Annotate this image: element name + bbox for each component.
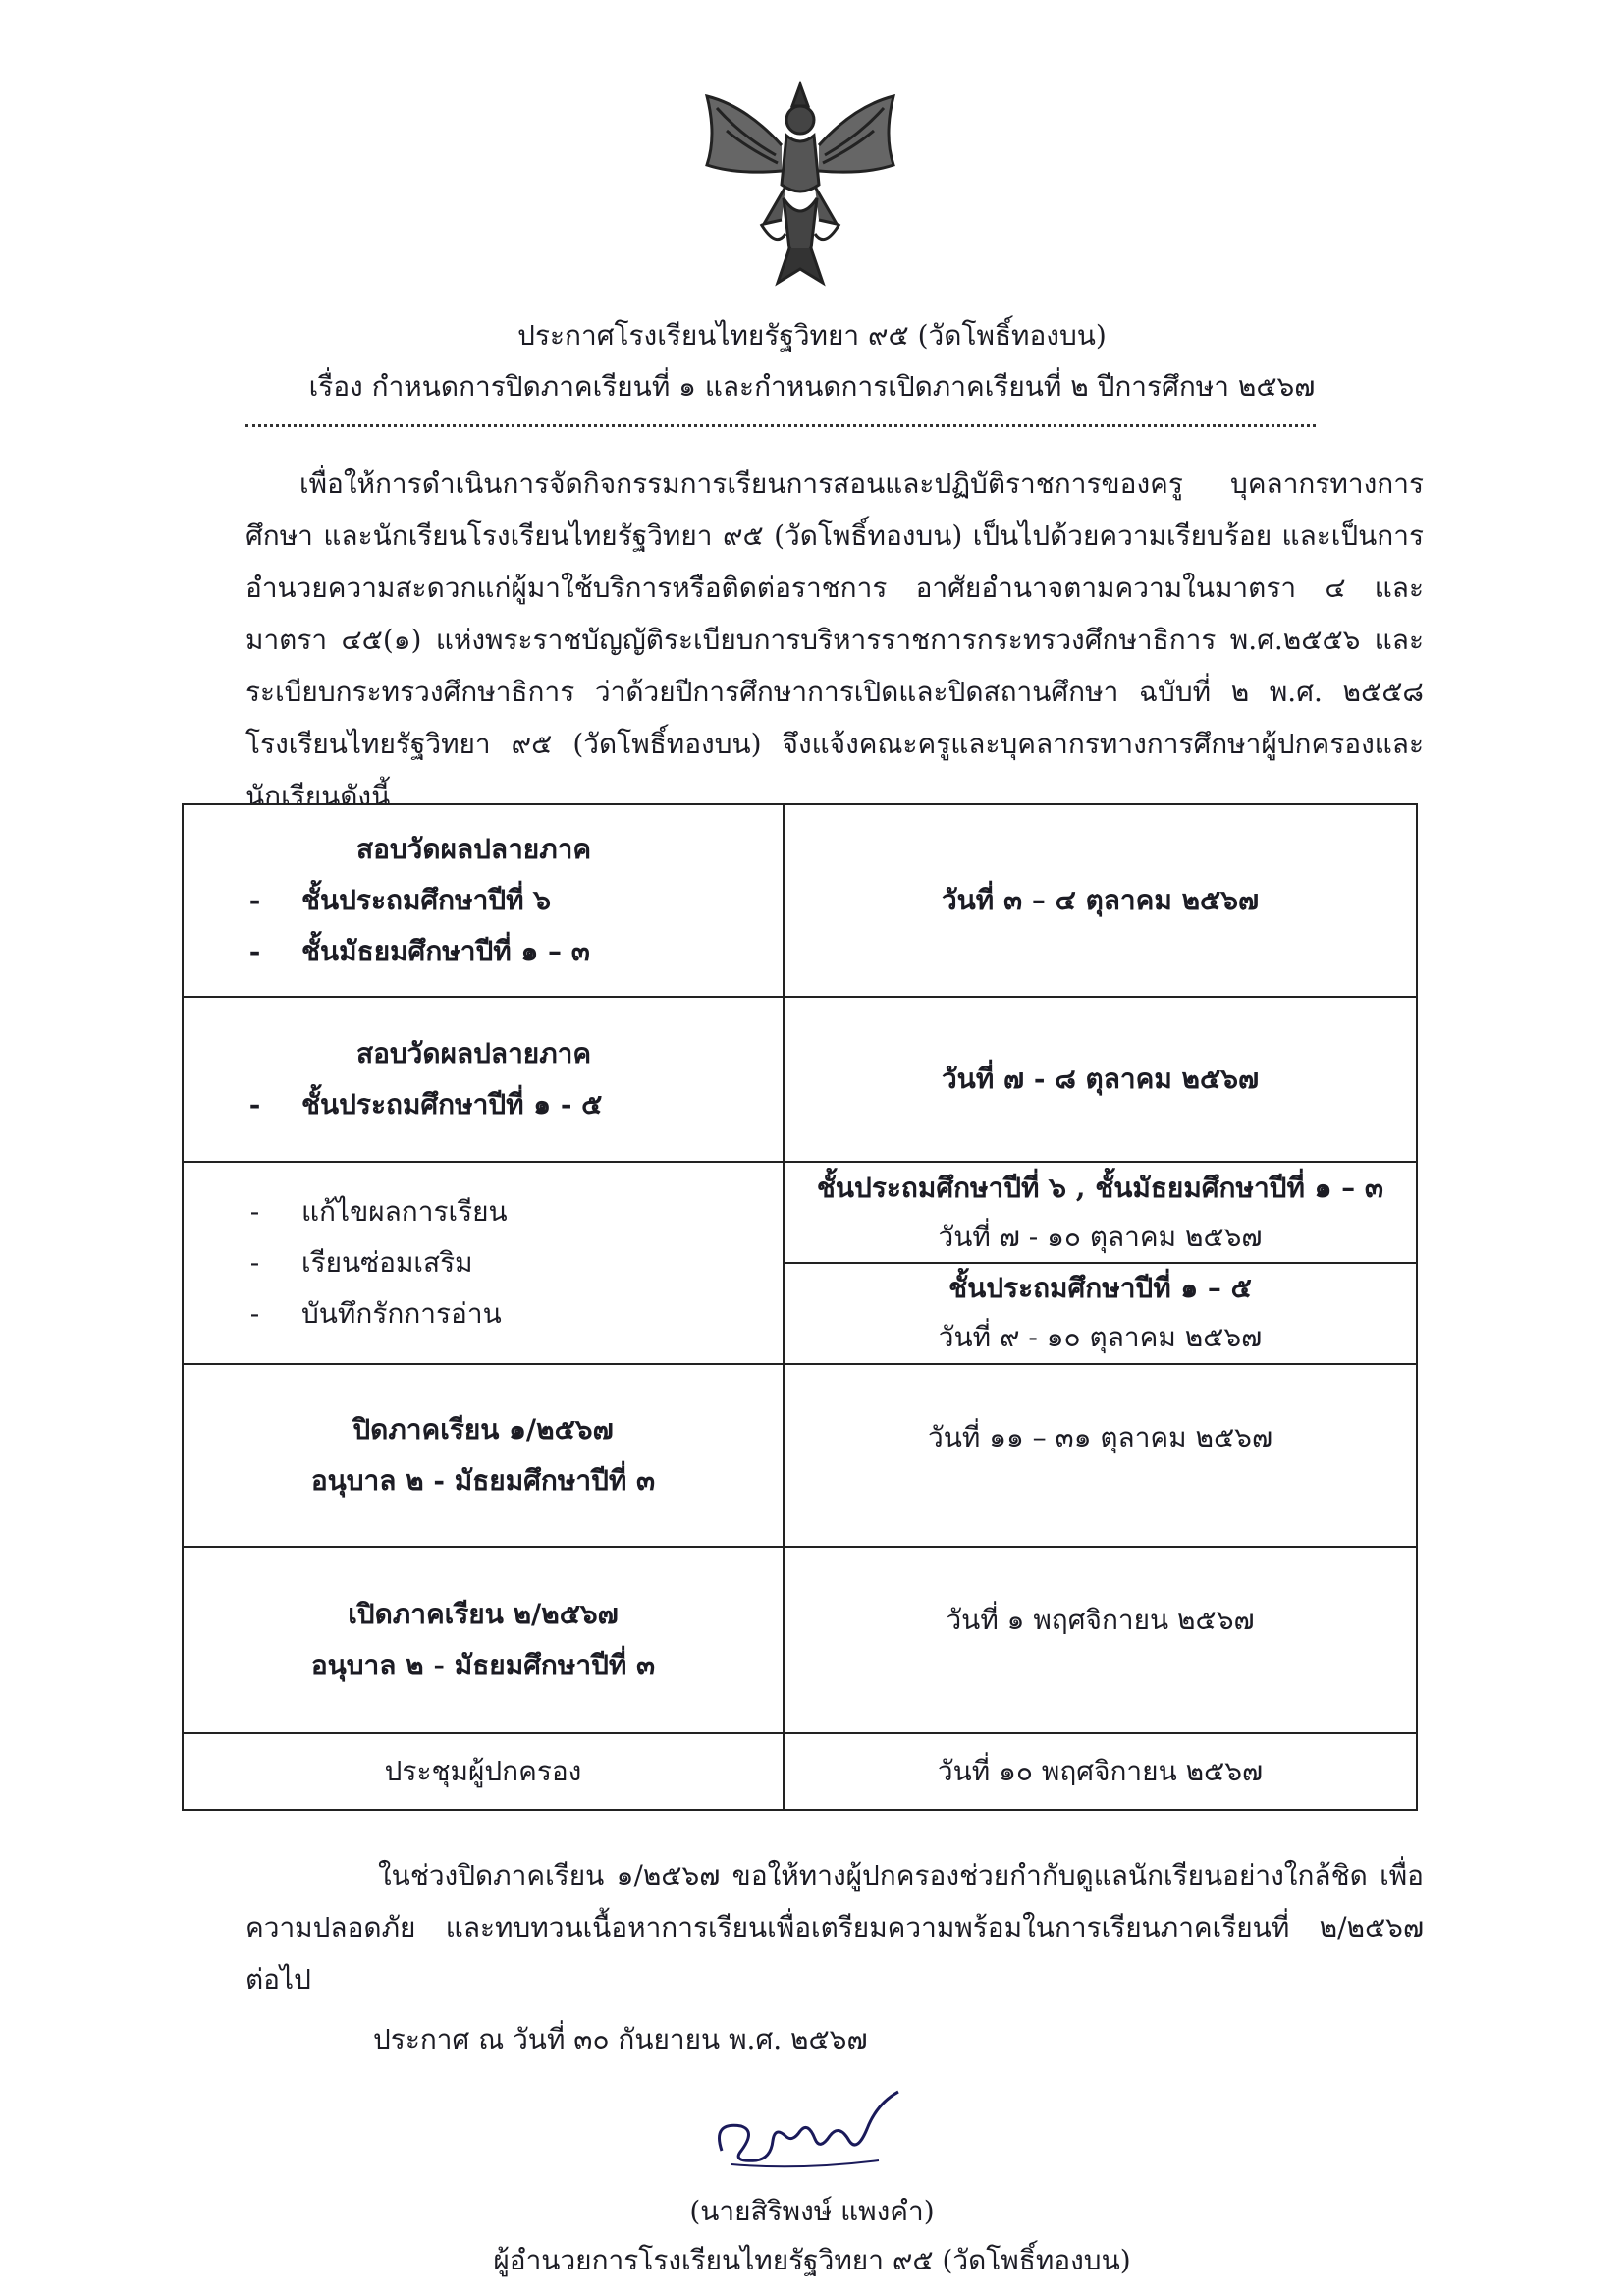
table-row bbox=[183, 1364, 1417, 1547]
table-row bbox=[183, 1547, 1417, 1733]
signer-position: ผู้อำนวยการโรงเรียนไทยรัฐวิทยา ๙๕ (วัดโพธิ์ทองบน) bbox=[493, 2244, 1131, 2276]
exam-date: วันที่ ๓ – ๔ ตุลาคม ๒๕๖๗ bbox=[784, 804, 1417, 997]
list-item: - แก้ไขผลการเรียน bbox=[184, 1186, 783, 1237]
exam-heading: สอบวัดผลปลายภาค bbox=[356, 833, 592, 865]
term-open-date: วันที่ ๑ พฤศจิกายน ๒๕๖๗ bbox=[784, 1547, 1417, 1733]
list-item: - ชั้นประถมศึกษาปีที่ ๑ - ๕ bbox=[184, 1079, 783, 1130]
intro-paragraph: เพื่อให้การดำเนินการจัดกิจกรรมการเรียนการสอนและปฏิบัติราชการของครู บุคลากรทางการศึกษา และนักเรียนโรงเรียนไทยรัฐวิทยา ๙๕ (วัดโพธิ์ทองบน) เป็นไปด้วยความเรียบร้อย และเป็นการอำนวยความสะดวกแก่ผู้มาใช้บริการหรือติดต่อราชการ อาศัยอำนาจตามความในมาตรา ๔ และมาตรา ๔๕(๑) แห่งพระราชบัญญัติระเบียบการบริหารราชการกระทรวงศึกษาธิการ พ.ศ.๒๕๕๖ และระเบียบกระทรวงศึกษาธิการ ว่าด้วยปีการศึกษาการเปิดและปิดสถานศึกษา ฉบับที่ ๒ พ.ศ. ๒๕๕๘ โรงเรียนไทยรัฐวิทยา ๙๕ (วัดโพธิ์ทองบน) จึงแจ้งคณะครูและบุคลากรทางการศึกษาผู้ปกครองและนักเรียนดังนี้ bbox=[245, 467, 1424, 812]
list-item: - ชั้นมัธยมศึกษาปีที่ ๑ – ๓ bbox=[184, 926, 783, 977]
grade-range: อนุบาล ๒ - มัธยมศึกษาปีที่ ๓ bbox=[310, 1464, 656, 1497]
table-cell bbox=[183, 804, 784, 997]
list-item: - เรียนซ่อมเสริม bbox=[184, 1237, 783, 1288]
parent-meeting-label: ประชุมผู้ปกครอง bbox=[183, 1733, 784, 1810]
announce-date: ประกาศ ณ วันที่ ๓๐ กันยายน พ.ศ. ๒๕๖๗ bbox=[373, 2023, 868, 2055]
table-row bbox=[183, 804, 1417, 997]
table-cell bbox=[183, 1162, 784, 1364]
date-range: วันที่ ๗ - ๑๐ ตุลาคม ๒๕๖๗ bbox=[938, 1221, 1263, 1253]
bullet-mark: - bbox=[249, 1297, 260, 1330]
list-item: - ชั้นประถมศึกษาปีที่ ๖ bbox=[184, 875, 783, 926]
date-range: วันที่ ๙ - ๑๐ ตุลาคม ๒๕๖๗ bbox=[938, 1321, 1263, 1353]
table-cell bbox=[784, 1162, 1417, 1364]
signer-name: (นายสิริพงษ์ แพงคำ) bbox=[689, 2195, 935, 2227]
announcement-subject: เรื่อง กำหนดการปิดภาคเรียนที่ ๑ และกำหนดการเปิดภาคเรียนที่ ๒ ปีการศึกษา ๒๕๖๗ bbox=[308, 370, 1316, 403]
garuda-emblem-icon bbox=[687, 77, 913, 291]
signature-icon bbox=[702, 2082, 908, 2180]
grade-level: ชั้นประถมศึกษาปีที่ ๑ – ๕ bbox=[785, 1262, 1416, 1313]
exam-heading: สอบวัดผลปลายภาค bbox=[356, 1037, 592, 1069]
closing-paragraph: ในช่วงปิดภาคเรียน ๑/๒๕๖๗ ขอให้ทางผู้ปกครองช่วยกำกับดูแลนักเรียนอย่างใกล้ชิด เพื่อความปลอดภัย และทบทวนเนื้อหาการเรียนเพื่อเตรียมความพร้อมในการเรียนภาคเรียนที่ ๒/๒๕๖๗ ต่อไป bbox=[245, 1859, 1424, 1995]
term-open-label: เปิดภาคเรียน ๒/๒๕๖๗ bbox=[348, 1598, 619, 1630]
bullet-mark: - bbox=[248, 884, 261, 916]
term-close-date: วันที่ ๑๑ – ๓๑ ตุลาคม ๒๕๖๗ bbox=[784, 1364, 1417, 1547]
table-cell bbox=[183, 1547, 784, 1733]
table-cell bbox=[183, 997, 784, 1162]
list-item: - บันทึกรักการอ่าน bbox=[184, 1288, 783, 1339]
table-cell bbox=[183, 1364, 784, 1547]
announcement-title: ประกาศโรงเรียนไทยรัฐวิทยา ๙๕ (วัดโพธิ์ทองบน) bbox=[517, 319, 1107, 352]
schedule-table bbox=[182, 803, 1418, 1811]
exam-date: วันที่ ๗ - ๘ ตุลาคม ๒๕๖๗ bbox=[784, 997, 1417, 1162]
grade-level: ชั้นประถมศึกษาปีที่ ๖ , ชั้นมัธยมศึกษาปีที่ ๑ – ๓ bbox=[816, 1172, 1384, 1204]
bullet-mark: - bbox=[248, 1088, 261, 1121]
bullet-mark: - bbox=[249, 1195, 260, 1228]
parent-meeting-date: วันที่ ๑๐ พฤศจิกายน ๒๕๖๗ bbox=[784, 1733, 1417, 1810]
dotted-divider bbox=[245, 424, 1316, 427]
table-row bbox=[183, 997, 1417, 1162]
bullet-mark: - bbox=[248, 935, 261, 967]
term-close-label: ปิดภาคเรียน ๑/๒๕๖๗ bbox=[352, 1413, 614, 1446]
table-row bbox=[183, 1733, 1417, 1810]
table-row bbox=[183, 1162, 1417, 1364]
bullet-mark: - bbox=[249, 1246, 260, 1279]
grade-range: อนุบาล ๒ - มัธยมศึกษาปีที่ ๓ bbox=[310, 1649, 656, 1681]
